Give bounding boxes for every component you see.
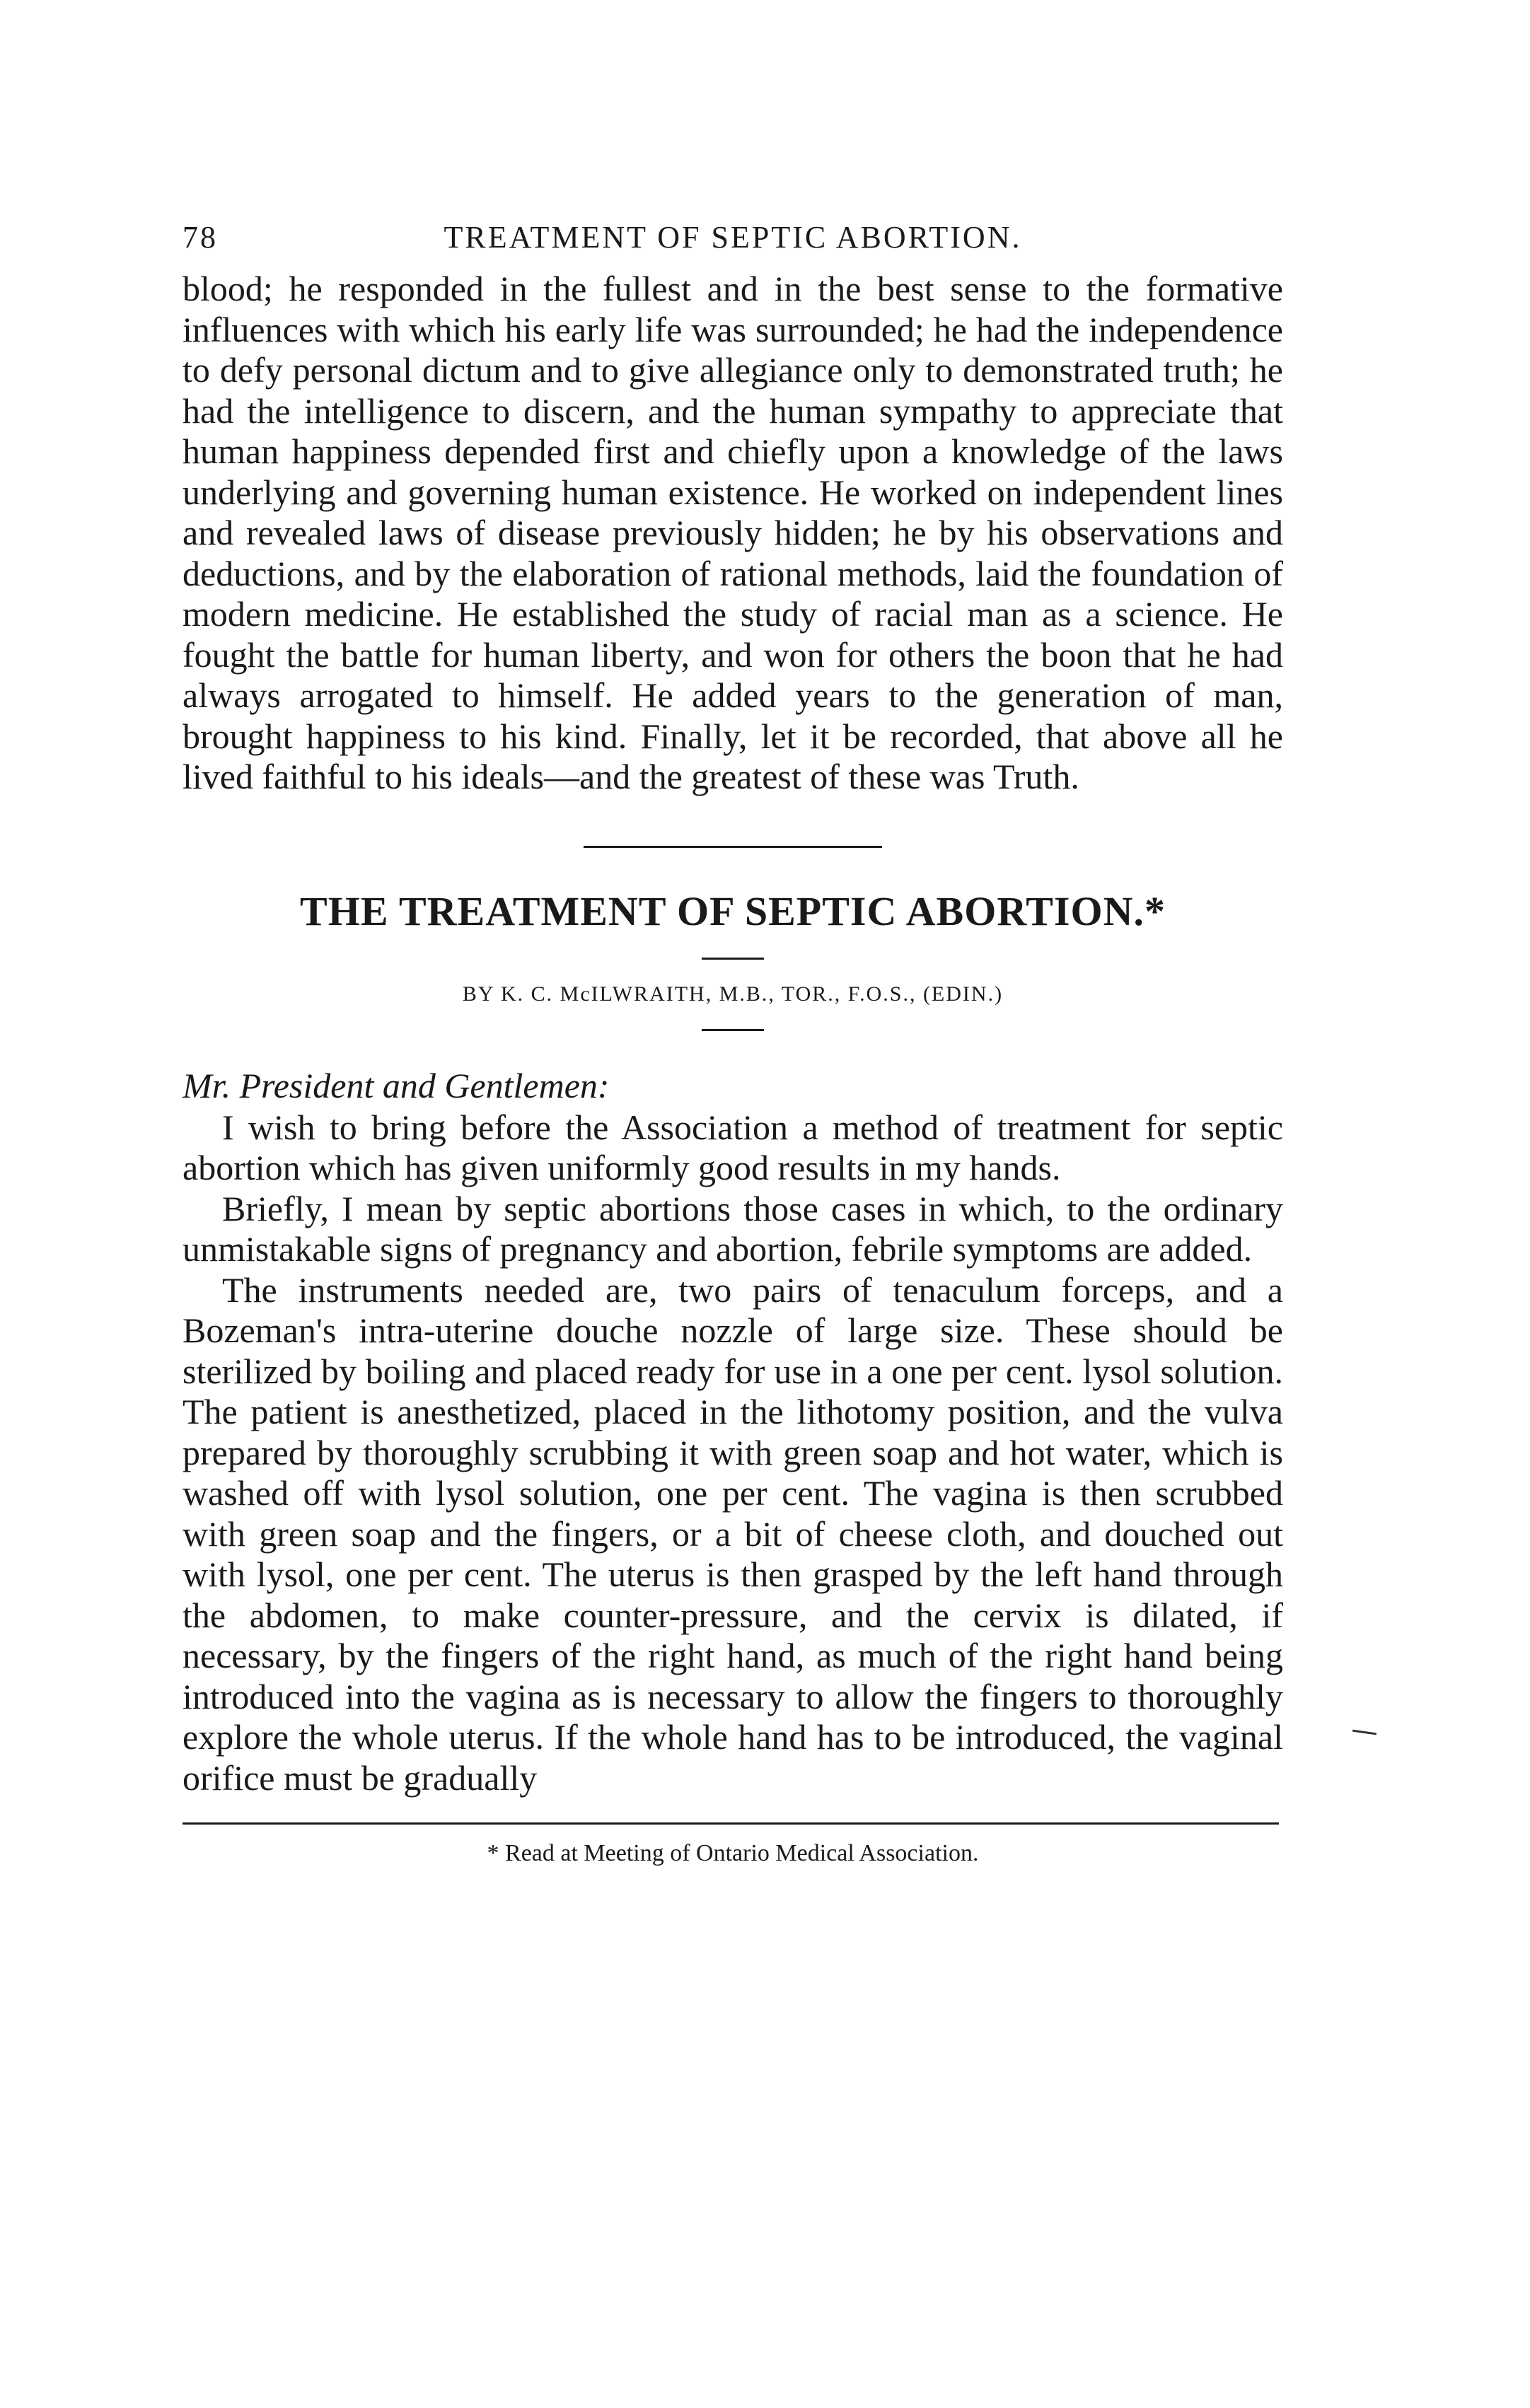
running-title: TREATMENT OF SEPTIC ABORTION.: [444, 220, 1022, 255]
body-paragraph-1: I wish to bring before the Association a method of treatment for septic abortion which has given uniformly good results in my hands.: [182, 1107, 1283, 1187]
byline-rule: [702, 1029, 764, 1031]
body-paragraph-3: The instruments needed are, two pairs of tenaculum forceps, and a Bozeman's intra-uterine douche nozzle of large size. These should be sterilized by boiling and placed ready for use in a one per cent. lysol solution. The patient is anesthetized, placed in the lithotomy position, and the vulva prepared by thoroughly scrubbing it with green soap and hot water, which is washed off with lysol solution, one per cent. The vagina is then scrubbed with green soap and the fingers, or a bit of cheese cloth, and douched out with lysol, one per cent. The uterus is then grasped by the left hand through the abdomen, to make counter-pressure, and the cervix is dilated, if necessary, by the fingers of the right hand, as much of the right hand being introduced into the vagina as is necessary to allow the fingers to thoroughly explore the whole uterus. If the whole hand has to be introduced, the vaginal orifice must be gradually: [182, 1269, 1283, 1798]
page: [182, 212, 1283, 1867]
footnote-rule: [182, 1822, 1279, 1825]
author-byline: BY K. C. McILWRAITH, M.B., TOR., F.O.S., (EDIN.): [462, 982, 1004, 1006]
article-title: THE TREATMENT OF SEPTIC ABORTION.*: [300, 888, 1166, 934]
margin-mark: [1352, 1730, 1377, 1735]
title-rule: [702, 958, 764, 960]
footnote: * Read at Meeting of Ontario Medical Association.: [487, 1840, 979, 1866]
previous-article-paragraph: blood; he responded in the fullest and in the best sense to the formative influences with which his early life was surrounded; he had the independence to defy personal dictum and to give allegiance only to demonstrated truth; he had the intelligence to discern, and the human sympathy to appreciate that human happiness depended first and chiefly upon a knowledge of the laws underlying and governing human existence. He worked on independent lines and revealed laws of disease previously hidden; he by his observations and deductions, and by the elaboration of rational methods, laid the foundation of modern medicine. He established the study of racial man as a science. He fought the battle for human liberty, and won for others the boon that he had always arrogated to himself. He added years to the generation of man, brought happiness to his kind. Finally, let it be recorded, that above all he lived faithful to his ideals—and the greatest of these was Truth.: [182, 269, 1283, 796]
salutation: Mr. President and Gentlemen:: [182, 1065, 610, 1105]
body-paragraph-2: Briefly, I mean by septic abortions those cases in which, to the ordinary unmistakable signs of pregnancy and abortion, febrile symptoms are added.: [182, 1188, 1283, 1269]
page-number: 78: [182, 220, 218, 255]
section-divider: [584, 846, 882, 848]
running-head: [182, 212, 1283, 269]
